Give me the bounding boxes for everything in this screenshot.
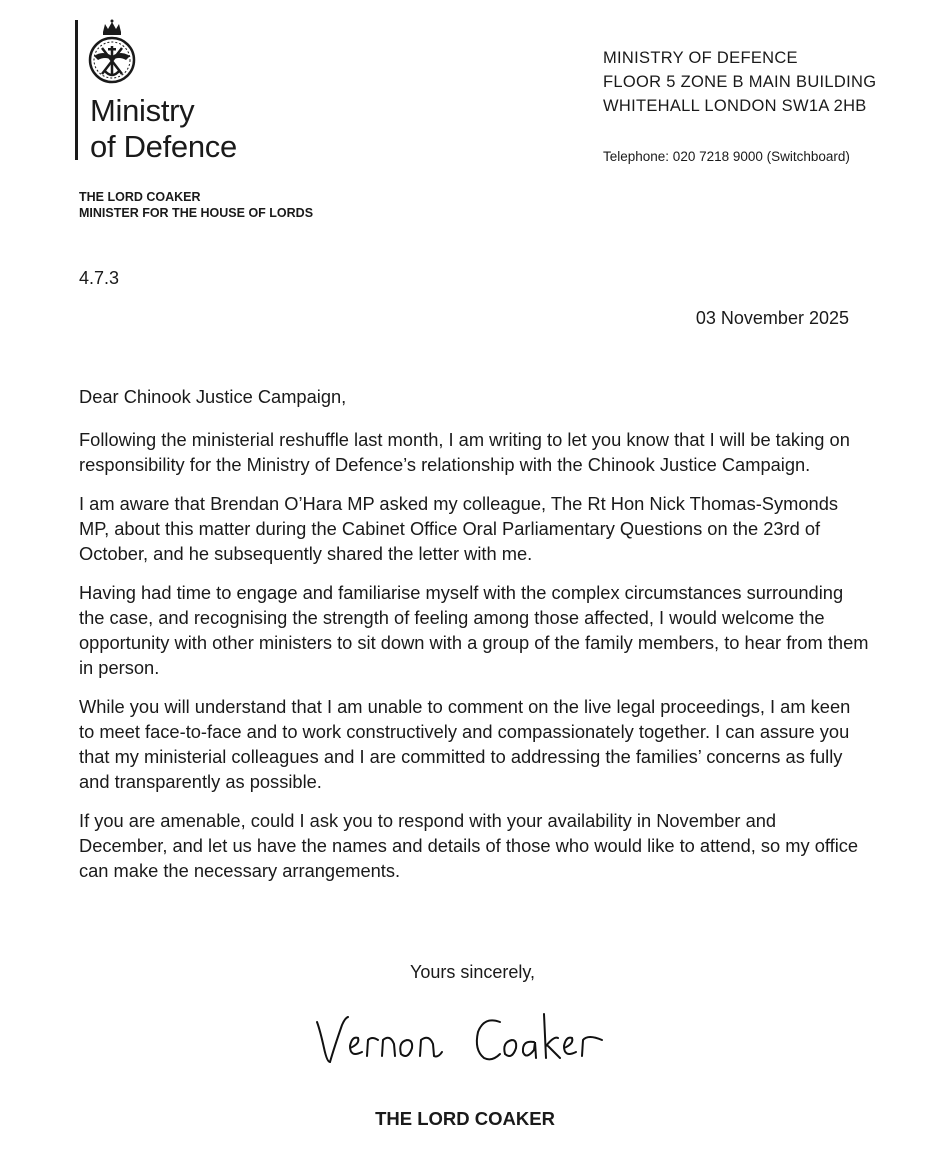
sender-title: MINISTER FOR THE HOUSE OF LORDS bbox=[79, 206, 314, 220]
logo-divider bbox=[75, 20, 78, 160]
org-name-line1: Ministry bbox=[90, 93, 195, 128]
body-paragraph: While you will understand that I am unable to comment on the live legal proceedings, I am keen to meet face-to-face and to work constructively and compassionately together. I can assure you that my ministerial colleagues and I are committed to addressing the families’ concerns as fully and transparently as possible. bbox=[79, 696, 851, 792]
org-name-line2: of Defence bbox=[90, 129, 237, 164]
closing: Yours sincerely, bbox=[409, 962, 536, 982]
body-paragraph: I am aware that Brendan O’Hara MP asked my colleague, The Rt Hon Nick Thomas-Symonds MP, about this matter during the Cabinet Office Oral Parliamentary Questions on the 23rd of October, and he subsequently shared the letter with me. bbox=[79, 493, 839, 564]
address-line: FLOOR 5 ZONE B MAIN BUILDING bbox=[603, 73, 877, 91]
body-paragraph: Having had time to engage and familiarise myself with the complex circumstances surrounding the case, and recognising the strength of feeling among those affected, I would welcome the opportunity with other ministers to sit down with a group of the family members, to hear from them in person. bbox=[79, 582, 869, 678]
sender-name: THE LORD COAKER bbox=[79, 190, 201, 204]
address-line: WHITEHALL LONDON SW1A 2HB bbox=[603, 97, 867, 115]
letter-body bbox=[79, 384, 869, 897]
handwritten-signature bbox=[312, 1000, 622, 1090]
mod-crest-icon bbox=[86, 18, 138, 88]
address-block bbox=[603, 46, 876, 118]
salutation: Dear Chinook Justice Campaign, bbox=[79, 386, 347, 407]
sender-block bbox=[79, 189, 313, 221]
address-line: MINISTRY OF DEFENCE bbox=[603, 49, 798, 67]
letter-date: 03 November 2025 bbox=[695, 308, 849, 328]
telephone: Telephone: 020 7218 9000 (Switchboard) bbox=[603, 149, 850, 164]
body-paragraph: Following the ministerial reshuffle last month, I am writing to let you know that I will be taking on responsibility for the Ministry of Defence’s relationship with the Chinook Justice Campaign. bbox=[79, 429, 850, 475]
body-paragraph: If you are amenable, could I ask you to respond with your availability in November and December, and let us have the names and details of those who would like to attend, so my office can make the necessary arrangements. bbox=[79, 810, 859, 881]
reference-number: 4.7.3 bbox=[79, 268, 120, 288]
signatory-name: THE LORD COAKER bbox=[375, 1108, 555, 1129]
organisation-name bbox=[90, 93, 237, 165]
